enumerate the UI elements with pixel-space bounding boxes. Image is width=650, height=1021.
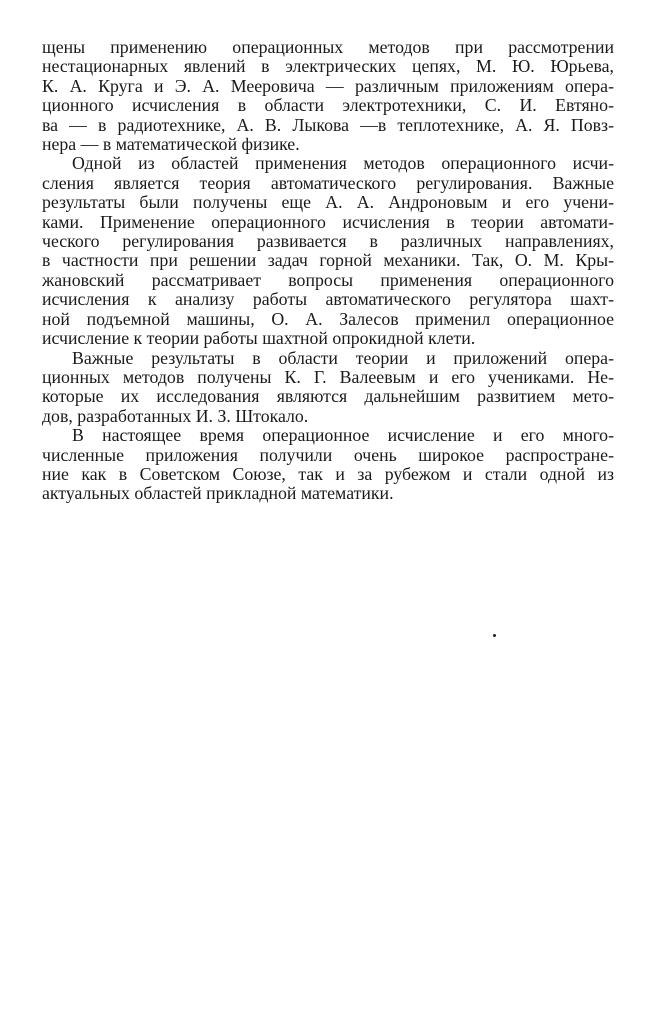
text-line: нера — в математической физике. — [42, 134, 300, 155]
paragraph-2 — [42, 154, 614, 348]
text-line: Важные результаты в области теории и приложений опера- — [72, 347, 614, 368]
text-line: ние как в Советском Союзе, так и за рубежом и стали одной из — [42, 463, 614, 484]
text-line: численные приложения получили очень широкое распростране- — [42, 444, 614, 465]
text-line: которые их исследования являются дальнейшим развитием мето- — [42, 386, 614, 407]
text-line: ной подъемной машины, О. А. Залесов применил операционное — [42, 308, 614, 329]
text-line: результаты были получены еще А. А. Андроновым и его учени- — [42, 192, 614, 213]
text-line: нестационарных явлений в электрических цепях, М. Ю. Юрьева, — [42, 56, 614, 77]
text-line: ционного исчисления в области электротехники, С. И. Евтяно- — [42, 95, 614, 116]
text-line: В настоящее время операционное исчисление и его много- — [72, 425, 614, 446]
text-line: в частности при решении задач горной механики. Так, О. М. Кры- — [42, 250, 614, 271]
text-line: ками. Применение операционного исчисления в теории автомати- — [42, 211, 614, 232]
text-line: щены применению операционных методов при рассмотрении — [42, 37, 614, 57]
text-line: ва — в радиотехнике, А. В. Лыкова —в теплотехнике, А. Я. Повз- — [42, 114, 614, 135]
page-text-body — [42, 38, 614, 504]
text-line: исчисление к теории работы шахтной опрокидной клети. — [42, 328, 476, 349]
text-line: сления является теория автоматического регулирования. Важные — [42, 172, 614, 193]
text-line: ческого регулирования развивается в различных направлениях, — [42, 231, 614, 252]
text-line: дов, разработанных И. З. Штокало. — [42, 405, 309, 426]
text-line: исчисления к анализу работы автоматического регулятора шахт- — [42, 289, 614, 310]
text-line: актуальных областей прикладной математики. — [42, 483, 394, 504]
paragraph-3 — [42, 349, 614, 427]
text-line: ционных методов получены К. Г. Валеевым и его учениками. Не- — [42, 366, 614, 387]
text-line: жановский рассматривает вопросы применения операционного — [42, 269, 614, 290]
ink-speck — [493, 634, 496, 637]
text-line: Одной из областей применения методов операционного исчи- — [72, 153, 614, 174]
paragraph-4 — [42, 426, 614, 504]
text-line: К. А. Круга и Э. А. Мееровича — различным приложениям опера- — [42, 75, 614, 96]
paragraph-1 — [42, 38, 614, 154]
